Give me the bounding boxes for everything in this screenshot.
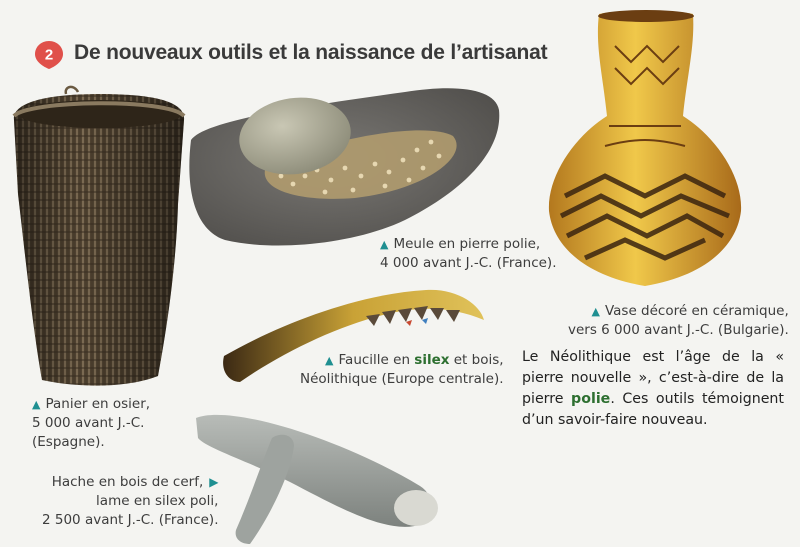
basket-image	[8, 84, 190, 389]
panier-place: (Espagne).	[32, 434, 105, 450]
panier-date: 5 000 avant J.-C.	[32, 415, 145, 431]
paragraph-part2: . Ces outils témoignent d’un savoir-faire nouveau.	[522, 391, 784, 428]
triangle-up-icon: ▲	[380, 238, 389, 251]
section-title: De nouveaux outils et la naissance de l’artisanat	[74, 41, 548, 64]
section-number-badge	[34, 40, 64, 70]
triangle-up-icon: ▲	[32, 398, 41, 411]
caption-meule	[380, 235, 556, 273]
panier-name: Panier en osier,	[45, 396, 151, 412]
faucille-name-highlight: silex	[414, 352, 450, 368]
explanatory-paragraph	[522, 347, 784, 431]
triangle-right-icon: ▶	[209, 475, 219, 489]
faucille-name-after: et bois,	[449, 352, 504, 368]
faucille-name-before: Faucille en	[338, 352, 415, 368]
triangle-up-icon: ▲	[325, 354, 334, 367]
hache-line2: lame en silex poli,	[96, 493, 219, 509]
caption-faucille	[300, 351, 504, 389]
paragraph-part1: Le Néolithique est l’âge de la « pierre nouvelle », c’est-à-dire de la pierre	[522, 349, 784, 407]
meule-date: 4 000 avant J.-C. (France).	[380, 255, 557, 271]
caption-vase	[568, 302, 789, 340]
faucille-date: Néolithique (Europe centrale).	[300, 371, 504, 387]
caption-panier	[32, 395, 150, 452]
meule-name: Meule en pierre polie,	[393, 236, 541, 252]
triangle-up-icon: ▲	[591, 305, 600, 318]
caption-hache	[42, 473, 218, 530]
section-number: 2	[44, 46, 54, 64]
millstone-image	[185, 80, 505, 255]
paragraph-highlight: polie	[571, 391, 611, 407]
vase-date: vers 6 000 avant J.-C. (Bulgarie).	[568, 322, 789, 338]
vase-image	[545, 6, 745, 292]
vase-name: Vase décoré en céramique,	[604, 303, 789, 319]
hache-date: 2 500 avant J.-C. (France).	[42, 512, 219, 528]
hache-name: Hache en bois de cerf,	[51, 474, 204, 490]
axe-image	[190, 398, 440, 546]
